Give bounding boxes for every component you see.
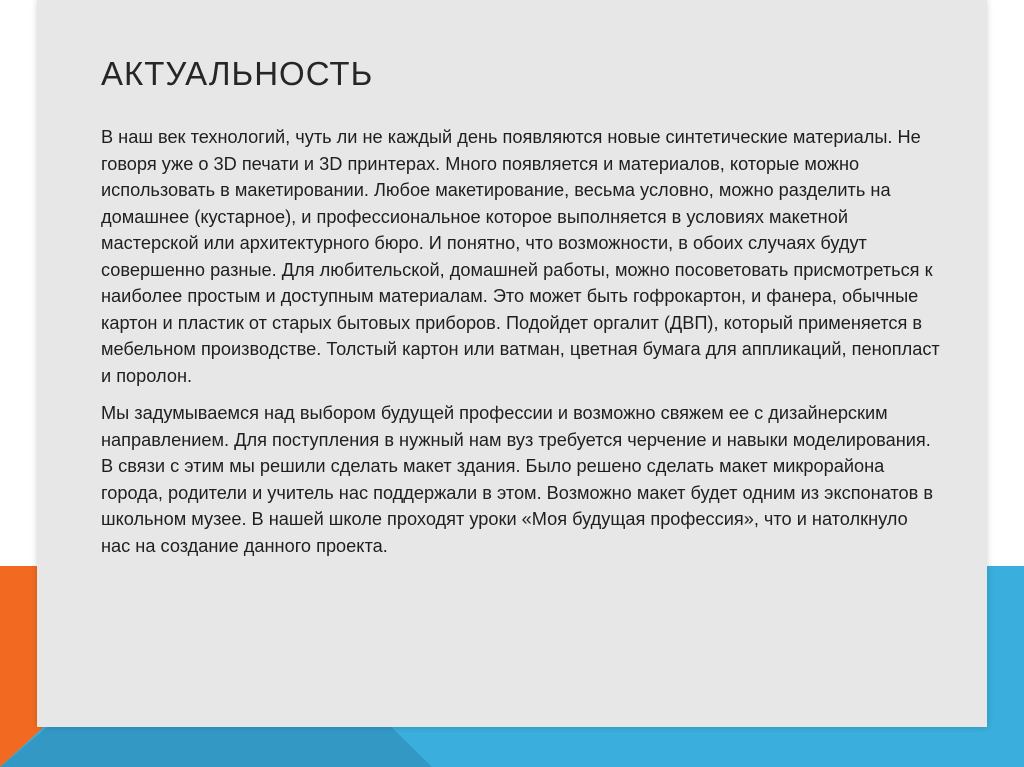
paragraph-materials: В наш век технологий, чуть ли не каждый день появляются новые синтетические материалы. Не говоря уже о 3D печати и 3D принтерах. Много появляется и материалов, которые можно использовать в макетировании. Любое макетирование, весьма условно, можно разделить на домашнее (кустарное), и профессиональное которое выполняется в условиях макетной мастерской или архитектурного бюро. И понятно, что возможности, в обоих случаях будут совершенно разные. Для любительской, домашней работы, можно посоветовать присмотреться к наиболее простым и доступным материалам. Это может быть гофрокартон, и фанера, обычные картон и пластик от старых бытовых приборов. Подойдет оргалит (ДВП), который применяется в мебельном производстве. Толстый картон или ватман, цветная бумага для аппликаций, пенопласт и поролон. [101, 127, 940, 386]
paragraph-project: Мы задумываемся над выбором будущей профессии и возможно свяжем ее с дизайнерским направлением. Для поступления в нужный нам вуз требуется черчение и навыки моделирования. В связи с этим мы решили сделать макет здания. Было решено сделать макет микрорайона города, родители и учитель нас поддержали в этом. Возможно макет будет одним из экспонатов в школьном музее. В нашей школе проходят уроки «Моя будущая профессия», что и натолкнуло нас на создание данного проекта. [101, 403, 934, 556]
slide-body [101, 124, 941, 559]
slide-title: АКТУАЛЬНОСТЬ [101, 55, 374, 92]
